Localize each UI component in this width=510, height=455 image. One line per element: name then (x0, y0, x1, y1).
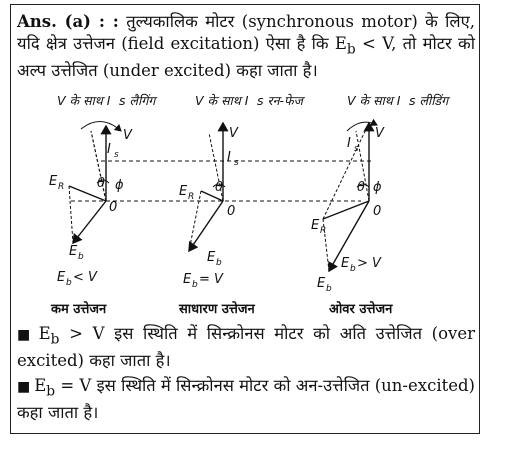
un-tail: = V इस स्थिति में सिन्क्रोनस मोटर को अन-उत्तेजित (un-excited) कहा जाता है। (17, 376, 475, 423)
caption-leading-b: s लीडिंग (409, 93, 449, 108)
caption-inphase-b: s रन-फेज (257, 93, 303, 108)
answer-prefix: Ans. (a) : : (17, 12, 119, 31)
condition-3-rel: > V (357, 256, 381, 271)
label-theta-2: θ (215, 180, 223, 195)
phasor-diagram (11, 91, 481, 323)
label-v-1: V (123, 128, 132, 143)
condition-2-sub: b (192, 280, 198, 290)
intro-paragraph (17, 11, 475, 82)
label-is-3: I (347, 136, 351, 151)
caption-inphase-a: V के साथ I (195, 93, 249, 108)
phasor-diag-3 (323, 123, 369, 219)
caption-lagging-a: V के साथ I (57, 93, 111, 108)
label-is-sub-3: s (354, 144, 359, 154)
label-zero-3: 0 (373, 204, 382, 219)
condition-1-e: E (57, 270, 66, 285)
intro-tail: < V, तो मोटर को अल्प उत्तेजित (under excited) कहा जाता है। (17, 34, 475, 81)
over-tail: > V इस स्थिति में सिन्क्रोनस मोटर को अति उत्तेजित (over excited) कहा जाता है। (17, 324, 475, 371)
phasor-eb-1 (73, 201, 106, 243)
square-bullet-icon: ■ (17, 379, 31, 395)
bottom-label-over: ओवर उत्तेजन (329, 302, 393, 317)
condition-3-e: E (341, 256, 350, 271)
square-bullet-icon: ■ (17, 327, 35, 343)
label-v-2: V (229, 126, 238, 141)
label-er-sub-2: R (188, 192, 195, 202)
arc-1 (81, 121, 121, 131)
over-e: E (38, 324, 51, 343)
label-er-sub-3: R (320, 226, 327, 236)
answer-card (10, 4, 480, 434)
label-eb-sub-1: b (78, 252, 84, 262)
un-excited-paragraph (17, 375, 475, 424)
label-phi-1: ϕ (115, 178, 124, 193)
label-eb-2: E (207, 250, 216, 265)
intro-sub: b (346, 41, 356, 58)
condition-2-rel: = V (199, 272, 223, 287)
bottom-label-normal: साधारण उत्तेजन (179, 302, 255, 317)
bottom-label-under: कम उत्तेजन (51, 302, 107, 317)
label-er-sub-1: R (58, 182, 65, 192)
label-is-1: I (107, 142, 111, 157)
label-er-1: E (49, 174, 58, 189)
label-eb-sub-2: b (216, 258, 222, 268)
over-excited-paragraph (17, 323, 475, 372)
label-er-2: E (179, 184, 188, 199)
label-theta-3: θ (357, 180, 365, 195)
condition-3-sub: b (350, 264, 356, 274)
phasor-link-1 (69, 186, 73, 243)
label-eb-sub-3: b (326, 284, 332, 294)
label-is-sub-1: s (114, 150, 119, 160)
intro-text: तुल्यकालिक मोटर (synchronous motor) के लिए, यदि क्षेत्र उत्तेजन (field excitation) ऐसा है कि E (17, 12, 475, 53)
label-zero-1: 0 (109, 200, 118, 215)
label-eb-3: E (317, 276, 326, 291)
phasor-under-excited (69, 121, 121, 243)
label-v-3: V (375, 126, 384, 141)
un-sub: b (46, 383, 56, 400)
label-phi-3: ϕ (373, 180, 382, 195)
label-zero-2: 0 (227, 204, 236, 219)
label-er-3: E (311, 218, 320, 233)
condition-1-rel: < V (73, 270, 97, 285)
label-theta-1: θ (97, 176, 105, 191)
over-sub: b (50, 331, 60, 348)
label-is-sub-2: s (234, 158, 239, 168)
condition-2-e: E (183, 272, 192, 287)
caption-lagging-b: s लैगिंग (119, 93, 156, 108)
label-is-2: I (227, 150, 231, 165)
condition-1-sub: b (66, 278, 72, 288)
caption-leading-a: V के साथ I (347, 93, 401, 108)
label-eb-1: E (69, 244, 78, 259)
un-e: E (34, 376, 47, 395)
arc-3 (347, 122, 377, 131)
